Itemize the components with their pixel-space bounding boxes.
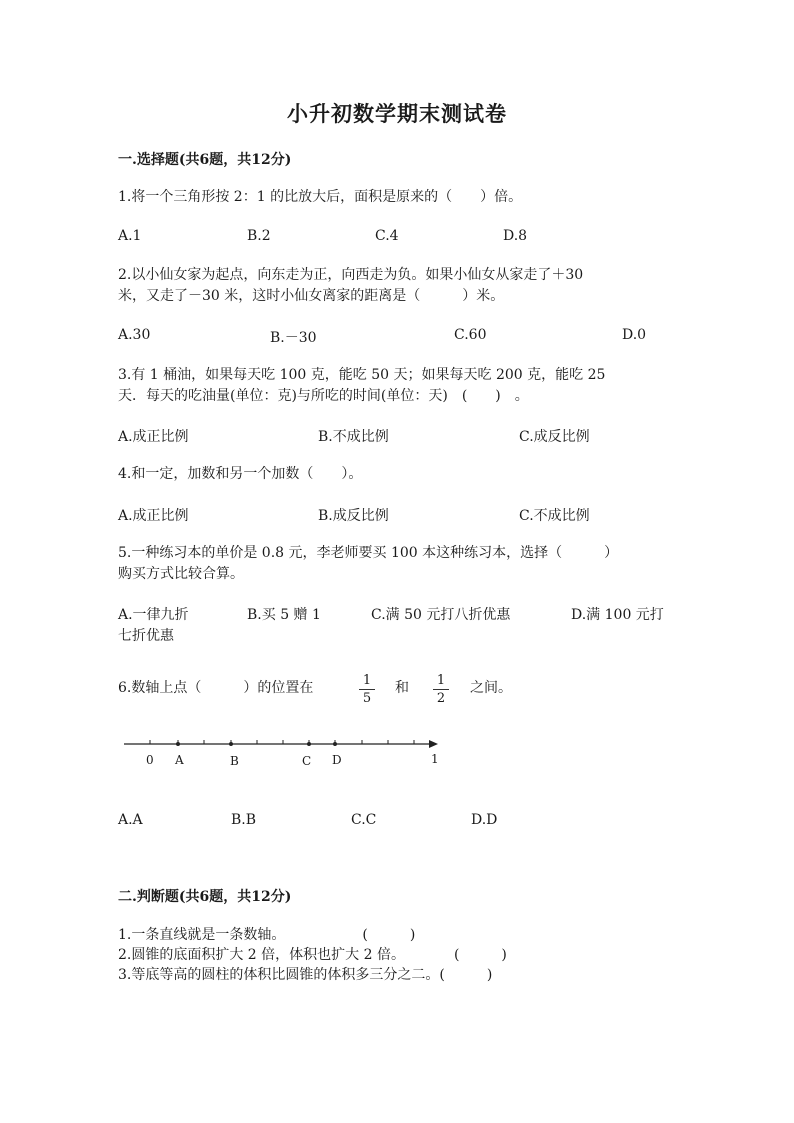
question-5-line-1: 5.一种练习本的单价是 0.8 元，李老师要买 100 本这种练习本，选择（ ） <box>118 545 619 561</box>
q2-option-b[interactable]: B.－30 <box>270 330 317 346</box>
number-line-label-c: C <box>302 754 312 768</box>
q5-option-b[interactable]: B.买 5 赠 1 <box>247 607 321 623</box>
question-6-suffix: 之间。 <box>470 680 512 696</box>
judgement-item-1: 1.一条直线就是一条数轴。 ( ) <box>118 927 416 943</box>
q4-option-a[interactable]: A.成正比例 <box>118 508 189 524</box>
q4-option-b[interactable]: B.成反比例 <box>318 508 389 524</box>
question-5-line-2: 购买方式比较合算。 <box>118 566 244 582</box>
question-3-line-2: 天．每天的吃油量(单位：克)与所吃的时间(单位：天) ( ) 。 <box>118 388 529 404</box>
number-line-label-zero: 0 <box>146 753 154 767</box>
q5-option-d-wrap: 七折优惠 <box>118 628 174 644</box>
point-a-dot <box>176 742 180 746</box>
point-d-dot <box>333 742 337 746</box>
q1-option-c[interactable]: C.4 <box>375 228 399 244</box>
question-2-line-2: 米，又走了－30 米，这时小仙女离家的距离是（ ）米。 <box>118 288 505 304</box>
fraction-one-half <box>433 673 449 706</box>
q3-option-b[interactable]: B.不成比例 <box>318 429 389 445</box>
question-4: 4.和一定，加数和另一个加数（ ）。 <box>118 466 363 482</box>
section-header-choice: 一.选择题(共6题，共12分) <box>118 152 292 168</box>
fraction-2-denominator: 2 <box>436 691 446 706</box>
fraction-2-bar <box>433 689 449 690</box>
number-line-label-b: B <box>230 754 239 768</box>
point-b-dot <box>229 742 233 746</box>
judgement-item-2: 2.圆锥的底面积扩大 2 倍，体积也扩大 2 倍。 ( ) <box>118 947 507 963</box>
q4-option-c[interactable]: C.不成比例 <box>519 508 590 524</box>
page-title: 小升初数学期末测试卷 <box>287 101 507 126</box>
number-line-arrow <box>429 740 438 748</box>
number-line <box>120 732 450 772</box>
q5-option-d[interactable]: D.满 100 元打 <box>571 607 664 623</box>
q6-option-d[interactable]: D.D <box>471 812 498 828</box>
q6-option-b[interactable]: B.B <box>231 812 257 828</box>
number-line-label-d: D <box>332 753 342 767</box>
number-line-label-a: A <box>175 753 184 767</box>
q1-option-a[interactable]: A.1 <box>118 228 142 244</box>
q3-option-a[interactable]: A.成正比例 <box>118 429 189 445</box>
question-3-line-1: 3.有 1 桶油，如果每天吃 100 克，能吃 50 天；如果每天吃 200 克，能吃 25 <box>118 367 606 383</box>
fraction-2-numerator: 1 <box>436 673 446 688</box>
question-6-prefix: 6.数轴上点（ ）的位置在 <box>118 680 314 696</box>
fraction-one-fifth <box>359 673 375 706</box>
fraction-1-denominator: 5 <box>362 691 372 706</box>
q2-option-c[interactable]: C.60 <box>454 327 487 343</box>
q1-option-b[interactable]: B.2 <box>247 228 271 244</box>
judgement-item-3: 3.等底等高的圆柱的体积比圆锥的体积多三分之二。( ) <box>118 967 493 983</box>
number-line-label-one: 1 <box>431 752 439 766</box>
q5-option-a[interactable]: A.一律九折 <box>118 607 189 623</box>
q6-option-a[interactable]: A.A <box>118 812 143 828</box>
fraction-1-numerator: 1 <box>362 673 372 688</box>
q6-option-c[interactable]: C.C <box>351 812 377 828</box>
point-c-dot <box>307 742 311 746</box>
question-1: 1.将一个三角形按 2：1 的比放大后，面积是原来的（ ）倍。 <box>118 189 523 205</box>
question-6-mid: 和 <box>395 680 409 696</box>
q2-option-a[interactable]: A.30 <box>118 327 151 343</box>
fraction-1-bar <box>359 689 375 690</box>
section-header-judgement: 二.判断题(共6题，共12分) <box>118 889 292 905</box>
q3-option-c[interactable]: C.成反比例 <box>519 429 590 445</box>
q5-option-c[interactable]: C.满 50 元打八折优惠 <box>371 607 511 623</box>
q1-option-d[interactable]: D.8 <box>503 228 528 244</box>
question-2-line-1: 2.以小仙女家为起点，向东走为正，向西走为负。如果小仙女从家走了＋30 <box>118 267 584 283</box>
q2-option-d[interactable]: D.0 <box>622 327 647 343</box>
